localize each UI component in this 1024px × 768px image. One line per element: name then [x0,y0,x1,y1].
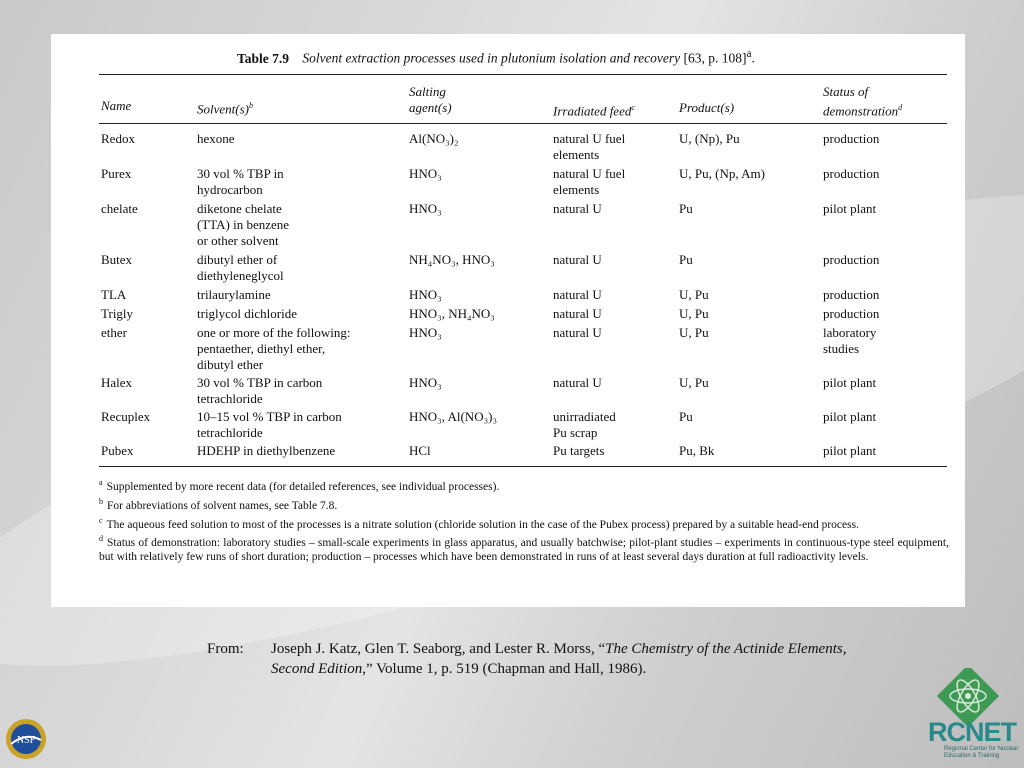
cell-solvent: hexone [197,131,235,146]
cell-product: Pu [679,409,693,424]
cell-salting: HCl [409,443,431,458]
cell-salting: HNO₃, Al(NO₃)₃ [409,409,497,424]
cell-salting: NH₄NO₃, HNO₃ [409,252,495,267]
cell-feed: natural U [553,306,602,321]
cell-name: ether [101,325,127,340]
cell-name: Purex [101,166,132,181]
header-name: Name [101,98,132,113]
header-product: Product(s) [679,100,735,115]
book-title: The Chemistry of the Actinide Elements, Second Edition [271,641,847,677]
cell-name: Butex [101,252,133,267]
source-label: From: [207,641,244,657]
table-ref: [63, p. 108] [683,50,747,66]
cell-product: U, Pu [679,375,709,390]
cell-solvent: 10–15 vol % TBP in carbon tetrachloride [197,409,342,440]
cell-name: Pubex [101,443,134,458]
cell-status: production [823,306,880,321]
cell-product: U, (Np), Pu [679,131,740,146]
cell-name: Trigly [101,306,134,321]
table-ref-sup: a [746,48,752,60]
cell-product: U, Pu [679,287,709,302]
cell-product: Pu, Bk [679,443,715,458]
cell-solvent: dibutyl ether of diethyleneglycol [197,252,284,283]
header-rule [99,123,947,124]
cell-feed: natural U [553,325,602,340]
footnote-c: $^c$ The aqueous feed solution to most of the processes is a nitrate solution (chloride solution in the case of the Pubex process) prepared by a suitable head-end process. [99,515,859,531]
cell-solvent: HDEHP in diethylbenzene [197,443,336,458]
cell-product: Pu [679,252,693,267]
cell-status: pilot plant [823,201,877,216]
cell-status: production [823,252,880,267]
cell-name: Recuplex [101,409,151,424]
top-rule [99,74,947,75]
header-feed: Irradiated feed$^c$ [553,103,635,119]
cell-name: chelate [101,201,138,216]
cell-salting: HNO₃ [409,325,442,340]
cell-feed: natural U [553,201,602,216]
cell-salting: HNO₃ [409,166,442,181]
nsf-logo [5,718,47,760]
cell-salting: HNO₃ [409,201,442,216]
cell-product: U, Pu [679,306,709,321]
cell-status: pilot plant [823,443,877,458]
cell-solvent: 30 vol % TBP in carbon tetrachloride [197,375,323,406]
cell-solvent: diketone chelate (TTA) in benzene or other solvent [197,201,290,248]
cell-feed: Pu targets [553,443,605,458]
footnote-d: $^d$ Status of demonstration: laboratory studies – small-scale experiments in glass apparatus, and usually batchwise; pilot-plant studies – experiments in continuous-type steel equipment, but with relatively few runs of short duration; production – processes which have been demonstrated in runs of at least several days duration at full radioactivity levels. [99,534,949,564]
cell-feed: natural U [553,375,602,390]
source-text: Joseph J. Katz, Glen T. Seaborg, and Lester R. Morss, “The Chemistry of the Actinide Elements, Second Edition,” Volume 1, p. 519 (Chapman and Hall, 1986). [271,641,847,677]
cell-feed: natural U [553,287,602,302]
cell-status: production [823,131,880,146]
cell-solvent: one or more of the following: pentaether, diethyl ether, dibutyl ether [197,325,351,372]
table-title: Solvent extraction processes used in plutonium isolation and recovery [302,50,681,66]
cell-salting: Al(NO₃)₂ [409,131,459,146]
cell-name: Redox [101,131,135,146]
cell-name: TLA [101,287,127,302]
rcnet-subtitle: Regional Center for Nuclear Education & Training [944,746,1019,759]
header-salting: Salting agent(s) [409,84,452,115]
svg-text:NSF: NSF [16,735,36,746]
cell-solvent: triglycol dichloride [197,306,298,321]
cell-status: production [823,166,880,181]
cell-status: laboratory studies [823,325,877,356]
cell-feed: unirradiated Pu scrap [553,409,616,440]
cell-salting: HNO₃ [409,375,442,390]
cell-name: Halex [101,375,133,390]
cell-solvent: 30 vol % TBP in hydrocarbon [197,166,284,197]
footnote-b: $^b$ For abbreviations of solvent names, see Table 7.8. [99,496,338,512]
cell-status: pilot plant [823,375,877,390]
cell-feed: natural U fuel elements [553,166,626,197]
cell-salting: HNO₃, NH₄NO₃ [409,306,495,321]
rcnet-wordmark: RCNET [928,717,1016,747]
cell-product: U, Pu, (Np, Am) [679,166,765,181]
table-number: Table 7.9 [237,50,290,66]
cell-salting: HNO₃ [409,287,442,302]
header-solvent: $Solvent(s)^b$ [197,101,253,117]
footnotes [99,476,949,565]
bottom-rule [99,466,947,467]
cell-feed: natural U [553,252,602,267]
cell-status: pilot plant [823,409,877,424]
cell-solvent: trilaurylamine [197,287,271,302]
cell-product: U, Pu [679,325,709,340]
table-caption: Table 7.9 Solvent extraction processes used in plutonium isolation and recovery [63, p. 108]$^a$. [237,48,755,66]
cell-product: Pu [679,201,693,216]
header-status: Status of demonstration$^d$ [823,84,903,119]
cell-feed: natural U fuel elements [553,131,626,162]
table-image [51,34,965,607]
cell-status: production [823,287,880,302]
footnote-a: $^a$ Supplemented by more recent data (for detailed references, see individual processes). [99,478,500,493]
